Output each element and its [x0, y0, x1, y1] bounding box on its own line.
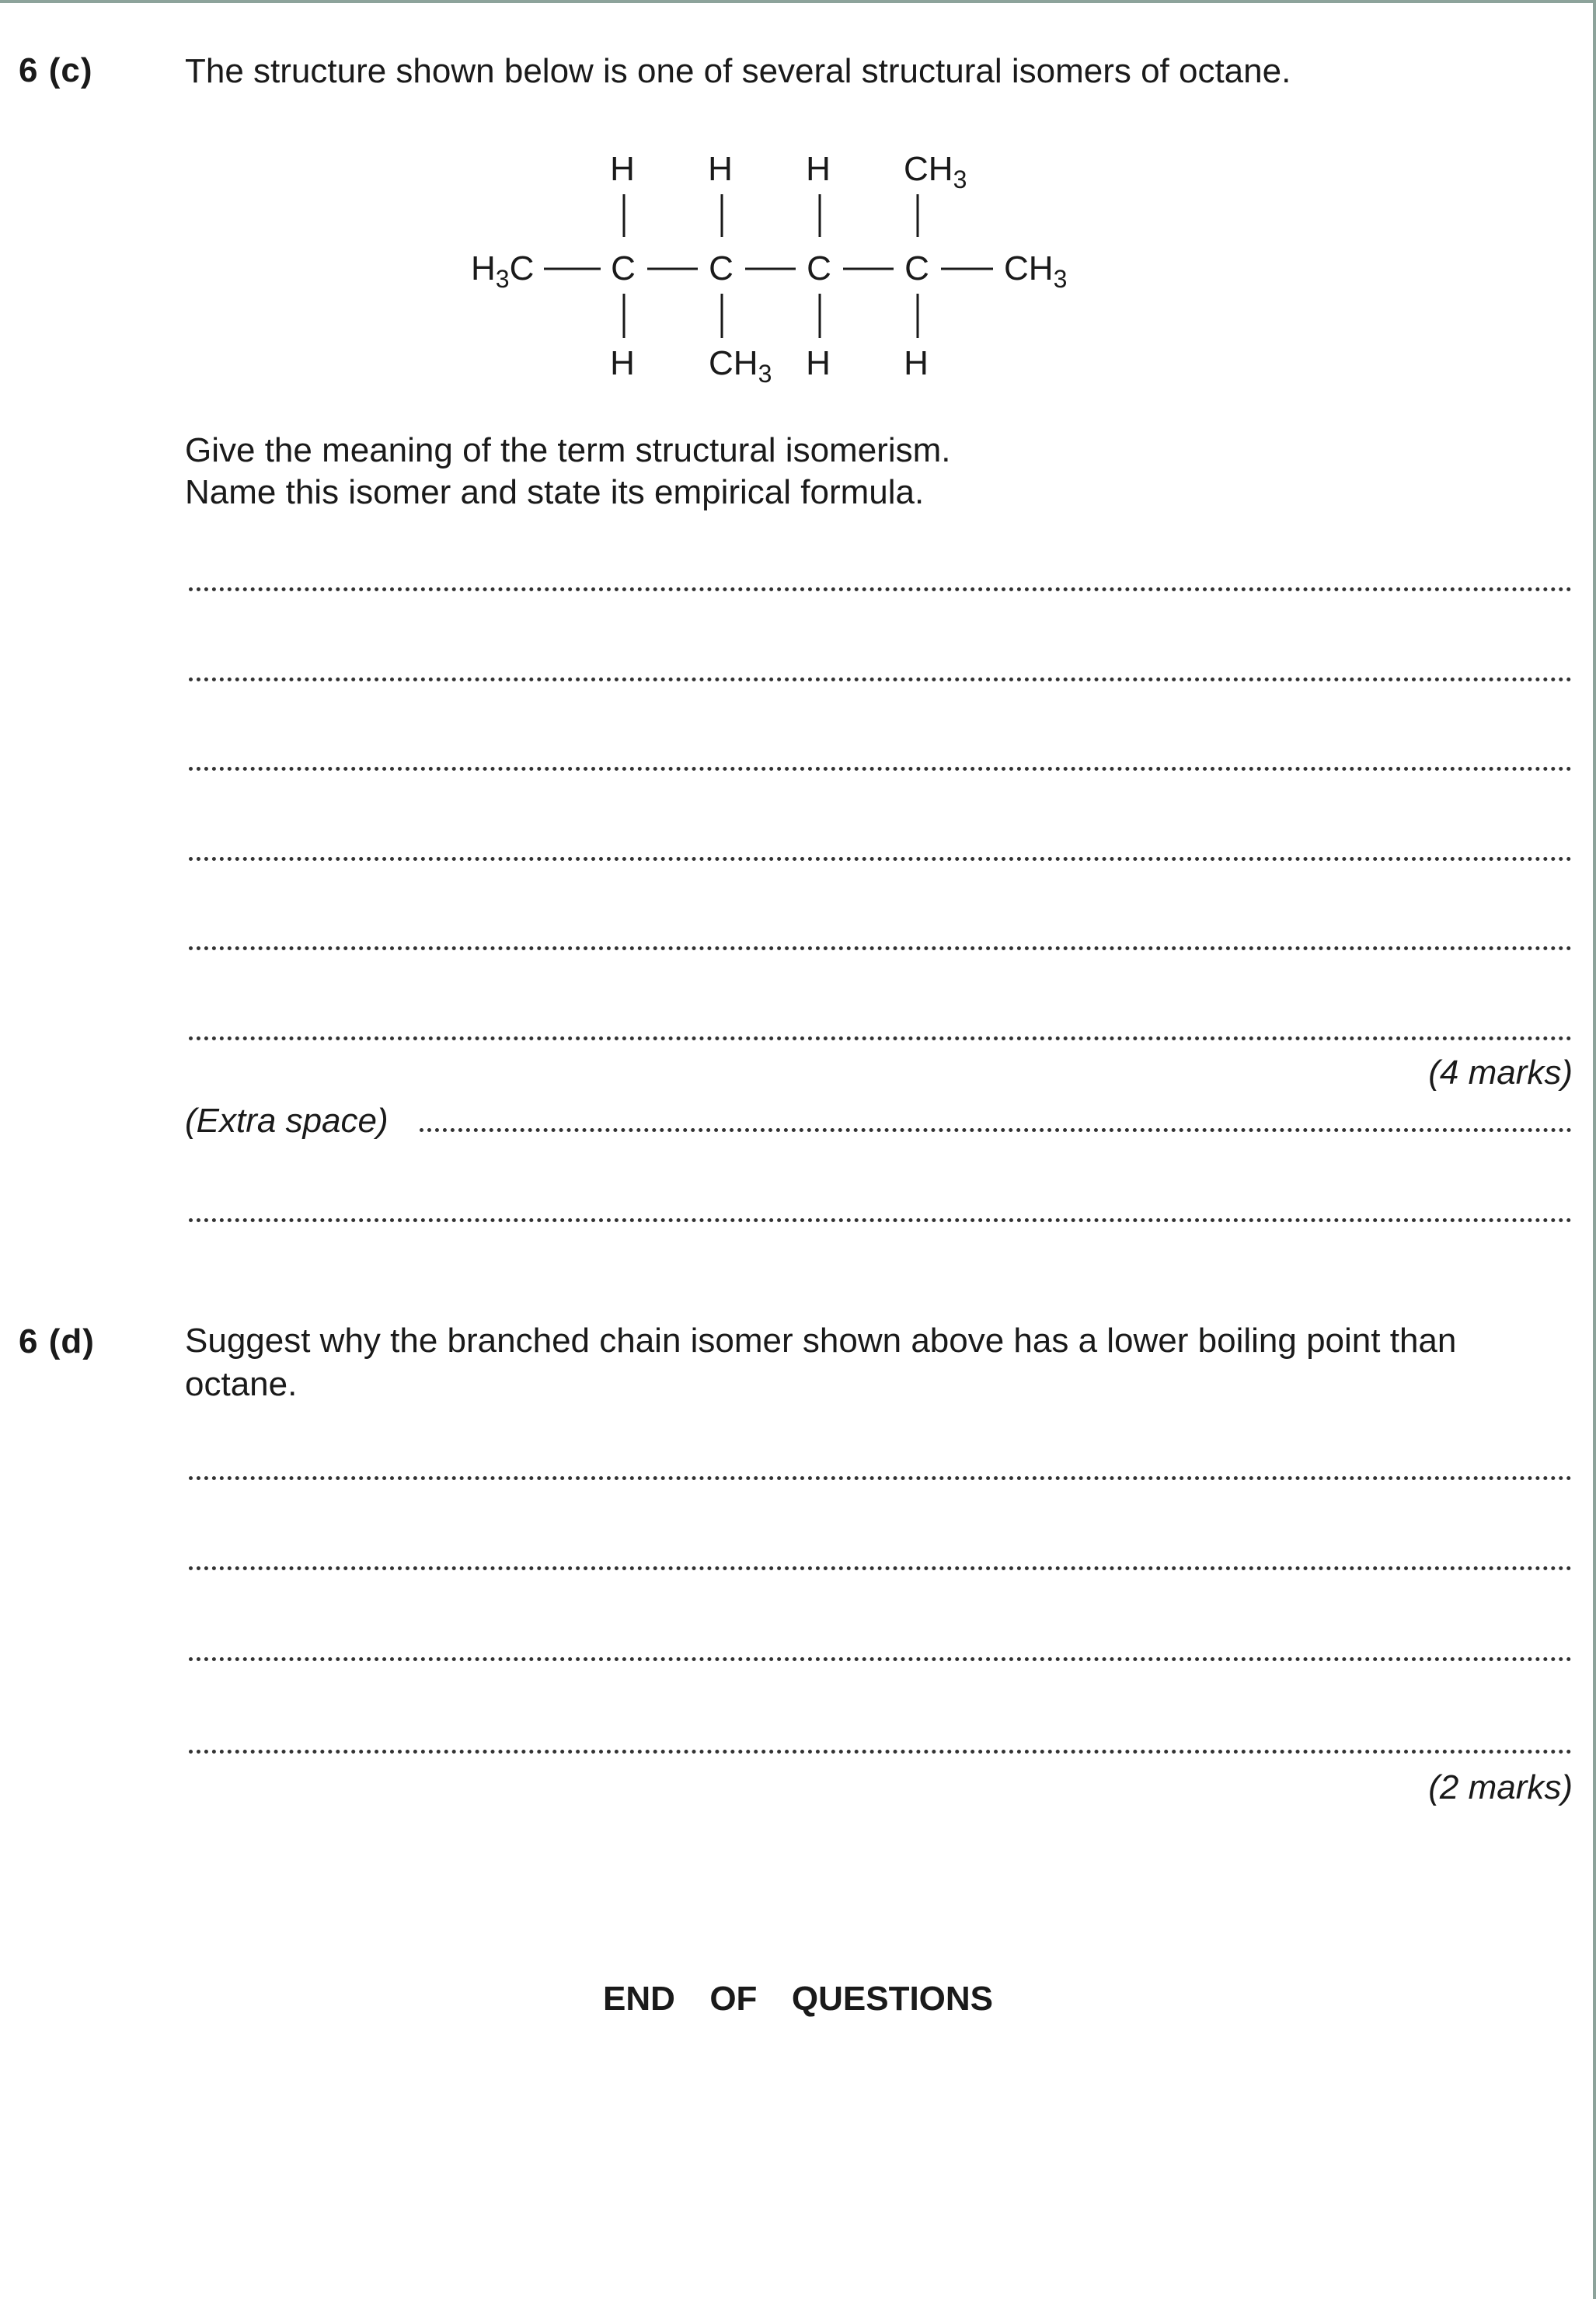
atom-h-bottom-3: H	[806, 344, 831, 382]
atom-ch3-bottom: $CH_3$	[709, 344, 772, 388]
atom-c-1: C	[611, 249, 636, 287]
extra-space-label: (Extra space)	[185, 1102, 389, 1140]
answer-line-6c-5[interactable]	[189, 946, 1572, 950]
question-number-6c: 6 (c)	[19, 51, 93, 89]
marks-6d: (2 marks)	[1428, 1768, 1573, 1806]
answer-line-6c-1[interactable]	[189, 587, 1572, 591]
marks-6c: (4 marks)	[1428, 1054, 1573, 1092]
atom-h-bottom-1: H	[610, 344, 635, 382]
question-6c-instruction-2: Name this isomer and state its empirical formula.	[185, 473, 925, 511]
extra-space-line-2[interactable]	[189, 1218, 1572, 1222]
answer-line-6c-6[interactable]	[189, 1036, 1572, 1040]
group-ch3-right: $CH_3$	[1004, 249, 1068, 293]
atom-h-top-3: H	[806, 150, 831, 188]
question-6c-intro: The structure shown below is one of several structural isomers of octane.	[185, 52, 1291, 90]
atom-h-top-1: H	[610, 150, 635, 188]
answer-line-6c-2[interactable]	[189, 678, 1572, 681]
atom-c-3: C	[807, 249, 831, 287]
structural-formula	[0, 0, 1596, 404]
question-6c-instruction-1: Give the meaning of the term structural isomerism.	[185, 431, 951, 469]
answer-line-6c-3[interactable]	[189, 767, 1572, 771]
group-h3c: $H_3C$	[471, 249, 535, 293]
answer-line-6d-3[interactable]	[189, 1657, 1572, 1661]
answer-line-6c-4[interactable]	[189, 857, 1572, 861]
question-6d-line-2: octane.	[185, 1365, 298, 1403]
answer-line-6d-4[interactable]	[189, 1750, 1572, 1754]
atom-h-top-2: H	[708, 150, 733, 188]
end-of-questions: END OF QUESTIONS	[602, 1980, 994, 2018]
answer-line-6d-1[interactable]	[189, 1476, 1572, 1480]
atom-ch3-top: $CH_3$	[904, 150, 967, 193]
atom-c-2: C	[709, 249, 734, 287]
atom-h-bottom-4: H	[904, 344, 929, 382]
extra-space-line-1[interactable]	[420, 1128, 1572, 1132]
question-number-6d: 6 (d)	[19, 1322, 95, 1360]
question-6d-line-1: Suggest why the branched chain isomer shown above has a lower boiling point than	[185, 1322, 1457, 1360]
answer-line-6d-2[interactable]	[189, 1566, 1572, 1570]
atom-c-4: C	[904, 249, 929, 287]
